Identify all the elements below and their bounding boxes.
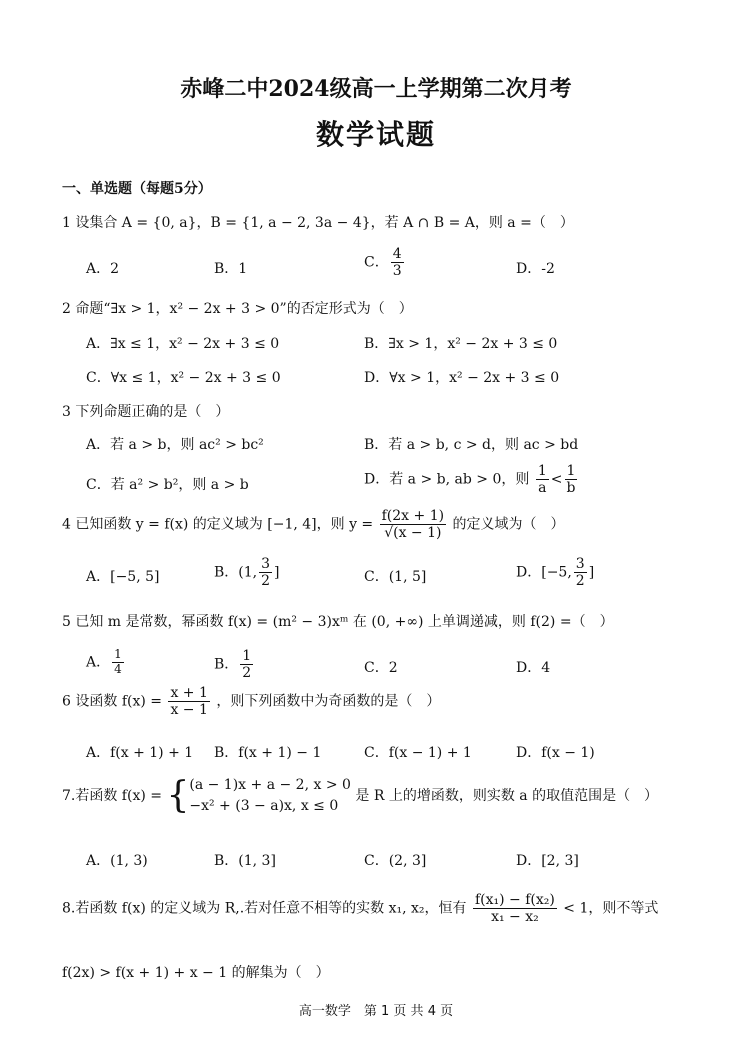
- option-label: B．: [214, 564, 239, 581]
- fraction: [259, 556, 272, 589]
- question-3-option-d: [364, 463, 579, 496]
- numerator: 1: [537, 463, 547, 479]
- question-5-option-a: [86, 648, 126, 677]
- question-4-option-c: C．(1, 5]: [364, 569, 427, 585]
- denominator: a: [538, 480, 547, 497]
- piece-1: (a − 1)x + a − 2, x > 0: [189, 777, 351, 793]
- option-label: A．: [86, 654, 111, 671]
- question-1-option-c: [364, 246, 406, 279]
- question-2-stem: 2 命题“∃x > 1，x² − 2x + 3 > 0”的否定形式为（ ）: [62, 301, 413, 317]
- option-label: B．: [214, 656, 239, 673]
- option-label: D．若 a > b, ab > 0，则: [364, 471, 530, 488]
- question-1-option-d: D．-2: [516, 261, 555, 277]
- question-2-option-b: B．∃x > 1，x² − 2x + 3 ≤ 0: [364, 336, 558, 352]
- question-5-option-c: C．2: [364, 660, 398, 676]
- question-4-option-b: [214, 556, 280, 589]
- numerator: 1: [242, 648, 252, 664]
- page-footer: 高一数学 第 1 页 共 4 页: [298, 1004, 454, 1019]
- question-4-option-d: [516, 556, 594, 589]
- question-3-option-c: C．若 a² > b²，则 a > b: [86, 477, 249, 493]
- stem-text: 7.若函数 f(x) =: [62, 788, 162, 804]
- fraction: [473, 892, 557, 925]
- fraction: [536, 463, 549, 496]
- option-label: D．: [516, 564, 542, 581]
- denominator: 2: [575, 573, 585, 590]
- question-3-stem: 3 下列命题正确的是（ ）: [62, 404, 230, 420]
- piecewise-definition: [189, 775, 351, 817]
- question-8-stem-continued: f(2x) > f(x + 1) + x − 1 的解集为（ ）: [62, 965, 330, 981]
- question-5-option-d: D．4: [516, 660, 551, 676]
- interval-start: (1,: [238, 564, 258, 581]
- interval-end: ]: [588, 564, 595, 581]
- question-8-stem: [62, 892, 658, 925]
- denominator: 3: [392, 263, 402, 280]
- fraction: [574, 556, 587, 589]
- fraction: [380, 508, 446, 541]
- denominator: 4: [114, 661, 122, 676]
- numerator: 3: [575, 556, 585, 572]
- numerator: x + 1: [170, 685, 208, 701]
- fraction: [112, 648, 124, 677]
- question-6-option-d: D．f(x − 1): [516, 745, 595, 761]
- interval-start: [−5,: [541, 564, 572, 581]
- question-5-option-b: [214, 648, 255, 681]
- stem-text: < 1，则不等式: [563, 900, 659, 917]
- question-4-option-a: A．[−5, 5]: [86, 569, 160, 585]
- question-5-stem: 5 已知 m 是常数，幂函数 f(x) = (m² − 3)xᵐ 在 (0, +∞) 上单调递减，则 f(2) =（ ）: [62, 614, 614, 630]
- question-6-option-a: A．f(x + 1) + 1: [86, 745, 194, 761]
- denominator: x − 1: [170, 702, 208, 719]
- less-than-sign: <: [550, 471, 563, 488]
- denominator: 2: [242, 665, 252, 682]
- interval-end: ]: [274, 564, 280, 581]
- question-2-option-d: D．∀x > 1，x² − 2x + 3 ≤ 0: [364, 370, 560, 386]
- numerator: 3: [261, 556, 271, 572]
- exam-subtitle: 数学试题: [315, 118, 436, 151]
- section-heading: 一、单选题（每题5分）: [62, 181, 212, 197]
- numerator: 1: [566, 463, 576, 479]
- fraction: [240, 648, 253, 681]
- question-7-option-a: A．(1, 3): [86, 853, 148, 869]
- question-6-stem: [62, 685, 440, 718]
- numerator: f(2x + 1): [381, 508, 445, 524]
- question-7-option-d: D．[2, 3]: [516, 853, 579, 869]
- stem-text: ，则下列函数中为奇函数的是（ ）: [216, 693, 441, 710]
- function-name: f(x) =: [121, 693, 162, 710]
- denominator: x₁ − x₂: [491, 909, 539, 926]
- question-7-option-c: C．(2, 3]: [364, 853, 427, 869]
- left-brace: {: [166, 775, 190, 816]
- numerator: 4: [392, 246, 402, 262]
- fraction: [391, 246, 404, 279]
- stem-text: 8.若函数 f(x) 的定义域为 R,.若对任意不相等的实数 x₁, x₂，恒有: [62, 900, 467, 917]
- question-1-stem: 1 设集合 A = {0, a}，B = {1, a − 2, 3a − 4}，若 A ∩ B = A，则 a =（ ）: [62, 215, 574, 231]
- stem-text: 6 设函数: [62, 693, 118, 710]
- question-2-option-a: A．∃x ≤ 1，x² − 2x + 3 ≤ 0: [86, 336, 280, 352]
- stem-text: 4 已知函数 y = f(x) 的定义域为 [−1, 4]，则 y =: [62, 516, 374, 533]
- denominator: 2: [261, 573, 271, 590]
- piece-2: −x² + (3 − a)x, x ≤ 0: [189, 798, 339, 814]
- question-4-stem: [62, 508, 565, 541]
- option-label: C．: [364, 254, 389, 271]
- numerator: 1: [114, 647, 122, 661]
- question-3-option-b: B．若 a > b, c > d，则 ac > bd: [364, 437, 579, 453]
- denominator: √(x − 1): [384, 525, 442, 542]
- question-6-option-b: B．f(x + 1) − 1: [214, 745, 322, 761]
- numerator: f(x₁) − f(x₂): [474, 892, 555, 908]
- stem-text: 是 R 上的增函数，则实数 a 的取值范围是（ ）: [355, 788, 659, 804]
- question-6-option-c: C．f(x − 1) + 1: [364, 745, 472, 761]
- question-7-option-b: B．(1, 3]: [214, 853, 276, 869]
- question-1-option-a: A．2: [86, 261, 120, 277]
- fraction: [564, 463, 577, 496]
- question-7-stem: [62, 775, 658, 817]
- fraction: [168, 685, 209, 718]
- stem-text: 的定义域为（ ）: [452, 516, 565, 533]
- question-1-option-b: B．1: [214, 261, 248, 277]
- exam-title: 赤峰二中2024级高一上学期第二次月考: [180, 76, 572, 102]
- question-3-option-a: A．若 a > b，则 ac² > bc²: [86, 437, 264, 453]
- question-2-option-c: C．∀x ≤ 1，x² − 2x + 3 ≤ 0: [86, 370, 281, 386]
- denominator: b: [566, 480, 576, 497]
